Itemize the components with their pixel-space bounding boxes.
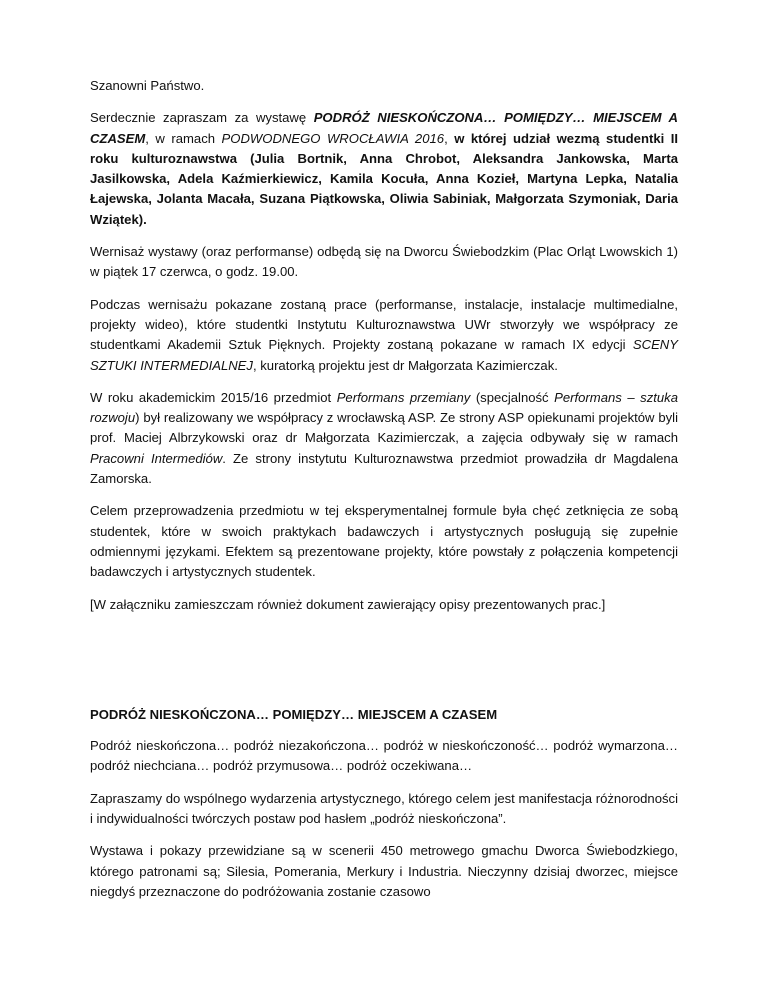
vernissage-paragraph: Wernisaż wystawy (oraz performanse) odbędą się na Dworcu Świebodzkim (Plac Orląt Lwowskich 1) w piątek 17 czerwca, o godz. 19.00. — [90, 244, 678, 280]
document-page — [90, 76, 678, 914]
course-name: Performans przemiany — [336, 389, 471, 405]
specialty-name: Performans – sztuka rozwoju — [90, 389, 678, 426]
attachment-note: [W załączniku zamieszczam również dokument zawierający opisy prezentowanych prac.] — [90, 596, 606, 612]
journey-paragraph: Podróż nieskończona… podróż niezakończona… podróż w nieskończoność… podróż wymarzona… podróż niechciana… podróż przymusowa… podróż oczekiwana… — [90, 738, 678, 774]
invite-event-paragraph: Zapraszamy do wspólnego wydarzenia artystycznego, którego celem jest manifestacja różnorodności i indywidualności twórczych postaw pod hasłem „podróż nieskończona”. — [90, 790, 678, 827]
event-name: PODWODNEGO WROCŁAWIA 2016 — [221, 130, 445, 146]
exhibition-title: PODRÓŻ NIESKOŃCZONA… POMIĘDZY… MIEJSCEM A CZASEM — [90, 110, 678, 146]
p1-text-2: , w ramach — [145, 130, 222, 146]
p4-text-1: W roku akademickim 2015/16 przedmiot — [90, 389, 337, 405]
goal-paragraph: Celem przeprowadzenia przedmiotu w tej eksperymentalnej formule była chęć zetknięcia ze sobą studentek, które w swoich praktykach badawczych i artystycznych posługują się zupełnie odmiennymi językami. Efektem są prezentowane projekty, które powstały z połączenia kompetencji badawczych i artystycznych studentek. — [90, 503, 678, 580]
studio-name: Pracowni Intermediów — [90, 450, 223, 466]
p4-text-4: . Ze strony instytutu Kulturoznawstwa przedmiot prowadziła dr Magdalena Zamorska. — [90, 450, 678, 487]
course-paragraph — [90, 388, 678, 489]
p1-text-3: , — [444, 130, 455, 146]
p3-text-1: Podczas wernisażu pokazane zostaną prace (performanse, instalacje, instalacje multimedialne, projekty wideo), które studentki Instytutu Kulturoznawstwa UWr stworzyły we współpracy ze studentkami Akademii Sztuk Pięknych. Projekty zostaną pokazane w ramach IX edycji — [90, 296, 678, 353]
venue-paragraph: Wystawa i pokazy przewidziane są w scenerii 450 metrowego gmachu Dworca Świebodzkiego, którego patronami są; Silesia, Pomerania, Merkury i Industria. Nieczynny dzisiaj dworzec, miejsce niegdyś przeznaczone do podróżowania zostanie czasowo — [90, 843, 678, 899]
p3-text-2: , kuratorką projektu jest dr Małgorzata Kazimierczak. — [252, 357, 558, 373]
festival-name: SCENY SZTUKI INTERMEDIALNEJ — [90, 337, 678, 373]
p4-text-2: (specjalność — [470, 389, 555, 405]
participants-list: w której udział wezmą studentki II roku kulturoznawstwa (Julia Bortnik, Anna Chrobot, Aleksandra Jankowska, Marta Jasilkowska, Adela Kaźmierkiewicz, Kamila Kocuła, Anna Kozieł, Martyna Lepka, Natalia Łajewska, Jolanta Macała, Suzana Piątkowska, Oliwia Sabiniak, Małgorzata Szymoniak, Daria Wziątek). — [90, 130, 679, 227]
p1-text-1: Serdecznie zapraszam za wystawę — [90, 110, 314, 126]
section-heading: PODRÓŻ NIESKOŃCZONA… POMIĘDZY… MIEJSCEM A CZASEM — [90, 706, 498, 722]
section-gap — [90, 627, 678, 705]
p4-text-3: ) był realizowany we współpracy z wrocławską ASP. Ze strony ASP opiekunami projektów byli prof. Maciej Albrzykowski oraz dr Małgorzata Kazimierczak, a zajęcia odbywały się w ramach — [90, 410, 678, 446]
works-paragraph — [90, 295, 678, 376]
greeting: Szanowni Państwo. — [90, 78, 205, 93]
invitation-paragraph — [90, 108, 678, 230]
